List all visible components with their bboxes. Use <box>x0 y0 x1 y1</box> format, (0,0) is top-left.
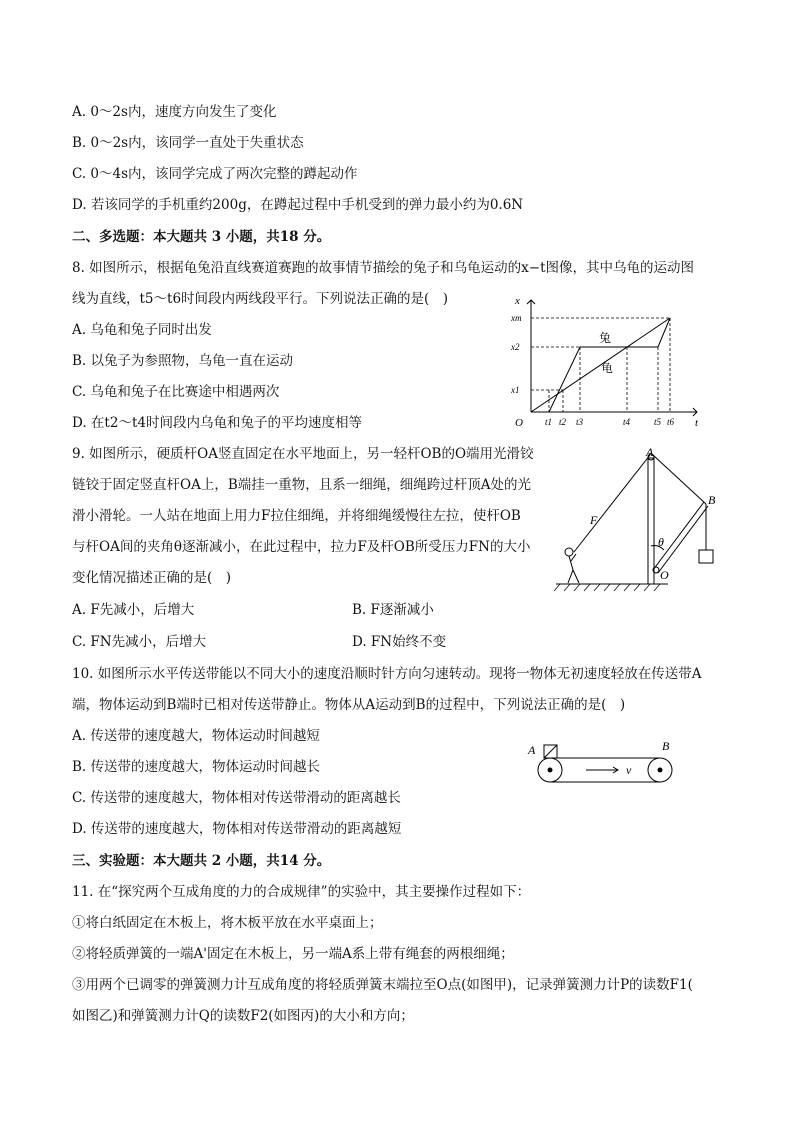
q11-step-3: ③用两个已调零的弹簧测力计互成角度的将轻质弹簧末端拉至O点(如图甲)，记录弹簧测力计P的读数F1( <box>72 977 693 993</box>
q8-tick-t5: t5 <box>654 417 662 427</box>
q8-option-a: A. 乌龟和兔子同时出发 <box>72 322 212 338</box>
q8-tick-xm: xm <box>511 313 522 323</box>
q9-stem-line-5: 变化情况描述正确的是( ) <box>72 570 232 586</box>
q8-tick-t6: t6 <box>667 417 675 427</box>
q8-x-axis-label: t <box>695 417 699 429</box>
q8-xt-graph <box>505 292 705 432</box>
q11-stem: 11. 在“探究两个互成角度的力的合成规律”的实验中，其主要操作过程如下： <box>72 884 531 900</box>
q8-tick-x1: x1 <box>511 385 520 395</box>
q8-option-c: C. 乌龟和兔子在比赛途中相遇两次 <box>72 384 280 400</box>
q9-label-o: O <box>660 568 669 582</box>
q8-y-axis-label: x <box>515 295 520 307</box>
q9-rod-diagram <box>548 446 728 596</box>
q10-option-b: B. 传送带的速度越大，物体运动时间越长 <box>72 759 321 775</box>
q10-option-c: C. 传送带的速度越大，物体相对传送带滑动的距离越长 <box>72 790 401 806</box>
q7-option-a: A. 0～2s内，速度方向发生了变化 <box>72 104 277 120</box>
q11-step-2: ②将轻质弹簧的一端A'固定在木板上，另一端A系上带有绳套的两根细绳； <box>72 946 514 962</box>
q9-stem-line-3: 滑小滑轮。一人站在地面上用力F拉住细绳，并将细绳缓慢往左拉，使杆OB <box>72 508 521 524</box>
q10-option-a: A. 传送带的速度越大，物体运动时间越短 <box>72 728 320 744</box>
section-2-title: 二、多选题：本大题共 3 小题，共18 分。 <box>72 229 331 245</box>
q8-option-b: B. 以兔子为参照物，乌龟一直在运动 <box>72 353 294 369</box>
q9-label-theta: θ <box>658 535 664 549</box>
q9-stem-line-4: 与杆OA间的夹角θ逐渐减小，在此过程中，拉力F及杆OB所受压力FN的大小 <box>72 539 531 555</box>
q11-step-1: ①将白纸固定在木板上，将木板平放在水平桌面上； <box>72 915 383 931</box>
q8-tick-t4: t4 <box>623 417 631 427</box>
q8-stem-line-2: 线为直线，t5～t6时间段内两线段平行。下列说法正确的是( ) <box>72 291 449 307</box>
q8-origin-label: O <box>515 417 523 429</box>
q7-option-c: C. 0～4s内，该同学完成了两次完整的蹲起动作 <box>72 166 358 182</box>
q10-label-a: A <box>528 743 536 757</box>
q9-stem-line-1: 9. 如图所示，硬质杆OA竖直固定在水平地面上，另一轻杆OB的O端用光滑铰 <box>72 446 534 462</box>
q9-stem-line-2: 链铰于固定竖直杆OA上，B端挂一重物，且系一细绳，细绳跨过杆顶A处的光 <box>72 477 531 493</box>
q8-stem-line-1: 8. 如图所示，根据龟兔沿直线赛道赛跑的故事情节描绘的兔子和乌龟运动的x−t图像，其中乌龟的运动图 <box>72 260 695 276</box>
q8-option-d: D. 在t2～t4时间段内乌龟和兔子的平均速度相等 <box>72 415 362 431</box>
q10-stem-line-2: 端，物体运动到B端时已相对传送带静止。物体从A运动到B的过程中，下列说法正确的是( ) <box>72 697 626 713</box>
q9-option-a: A. F先减小，后增大 <box>72 602 195 618</box>
q8-tick-t1: t1 <box>545 417 553 427</box>
q10-option-d: D. 传送带的速度越大，物体相对传送带滑动的距离越短 <box>72 821 402 837</box>
q10-label-b: B <box>662 739 670 753</box>
section-3-title: 三、实验题：本大题共 2 小题，共14 分。 <box>72 853 331 869</box>
q7-option-d: D. 若该同学的手机重约200g，在蹲起过程中手机受到的弹力最小约为0.6N <box>72 197 524 213</box>
q8-tick-t3: t3 <box>576 417 584 427</box>
q9-option-b: B. F逐渐减小 <box>352 602 434 618</box>
q9-option-c: C. FN先减小，后增大 <box>72 634 207 650</box>
q9-label-f: F <box>590 513 598 527</box>
q8-tick-t2: t2 <box>559 417 567 427</box>
q9-label-a: A <box>646 446 654 459</box>
q10-stem-line-1: 10. 如图所示水平传送带能以不同大小的速度沿顺时针方向匀速转动。现将一物体无初速度轻放在传送带A <box>72 666 702 682</box>
q8-rabbit-label: 兔 <box>599 331 612 345</box>
q7-option-b: B. 0～2s内，该同学一直处于失重状态 <box>72 135 304 151</box>
q10-label-v: v <box>626 763 632 777</box>
q9-option-d: D. FN始终不变 <box>352 634 447 650</box>
q8-tick-x2: x2 <box>511 342 520 352</box>
q8-turtle-label: 龟 <box>601 361 614 375</box>
q11-step-3-cont: 如图乙)和弹簧测力计Q的读数F2(如图丙)的大小和方向； <box>72 1008 414 1024</box>
q9-label-b: B <box>708 493 716 507</box>
q10-conveyor-diagram <box>522 734 687 790</box>
